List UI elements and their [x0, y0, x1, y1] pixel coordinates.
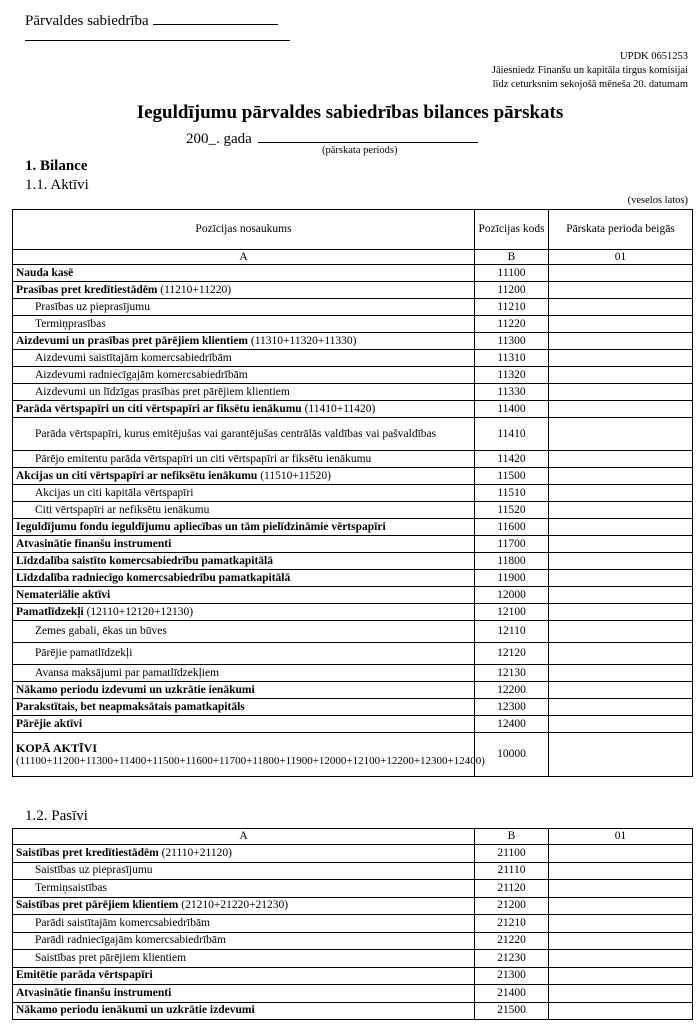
- row-label: [13, 845, 475, 863]
- row-label: [13, 299, 475, 316]
- row-code: 11700: [475, 536, 549, 553]
- value-cell[interactable]: [549, 350, 693, 367]
- form-code: UPDK 0651253: [620, 51, 688, 62]
- value-cell[interactable]: [549, 519, 693, 536]
- row-label-text: Prasības pret kredītiestādēm: [16, 283, 158, 296]
- row-label-text: Aizdevumi saistītajām komercsabiedrībām: [35, 351, 232, 364]
- table-row: [13, 468, 693, 485]
- value-cell[interactable]: [549, 880, 693, 898]
- row-code: 21220: [475, 932, 549, 950]
- value-cell[interactable]: [549, 621, 693, 643]
- value-cell[interactable]: [549, 367, 693, 384]
- total-label-cell: [13, 733, 485, 777]
- table-row: [13, 265, 693, 282]
- row-code: 21200: [475, 897, 549, 915]
- row-label: [13, 950, 475, 968]
- col-name-header: Pozīcijas nosaukums: [13, 210, 475, 250]
- total-label: KOPĀ AKTĪVI: [16, 740, 98, 755]
- row-label-text: Nākamo periodu izdevumi un uzkrātie ienākumi: [16, 683, 255, 696]
- row-code: 21400: [475, 985, 549, 1003]
- form-code-block: [492, 50, 688, 92]
- value-cell[interactable]: [549, 915, 693, 933]
- row-label: [13, 468, 475, 485]
- table-row: [13, 350, 693, 367]
- row-label: [13, 880, 475, 898]
- row-code: 11900: [475, 570, 549, 587]
- table-row: [13, 862, 693, 880]
- row-label-text: Pārējie aktīvi: [16, 717, 83, 730]
- row-label: [13, 587, 475, 604]
- units-note: (veselos latos): [627, 195, 688, 206]
- row-code: 21120: [475, 880, 549, 898]
- value-cell[interactable]: [549, 282, 693, 299]
- assets-header-row: [13, 210, 693, 250]
- value-cell[interactable]: [549, 384, 693, 401]
- row-label-text: Pārējo emitentu parāda vērtspapīri un citi vērtspapīri ar fiksētu ienākumu: [35, 452, 372, 465]
- value-cell[interactable]: [549, 845, 693, 863]
- total-code: 10000: [475, 733, 549, 777]
- row-formula: (11210+11220): [157, 283, 232, 296]
- value-cell[interactable]: [549, 665, 693, 682]
- row-code: 11100: [475, 265, 549, 282]
- assets-subheader-row: [13, 250, 693, 265]
- sub-01: 01: [549, 250, 693, 265]
- value-cell[interactable]: [549, 932, 693, 950]
- value-cell[interactable]: [549, 699, 693, 716]
- value-cell[interactable]: [549, 985, 693, 1003]
- page-title: Ieguldījumu pārvaldes sabiedrības bilances pārskats: [136, 102, 564, 123]
- value-cell[interactable]: [549, 716, 693, 733]
- table-row: [13, 570, 693, 587]
- sub-a: A: [13, 250, 475, 265]
- sub-b: B: [475, 829, 549, 845]
- row-label-text: Nauda kasē: [16, 266, 74, 279]
- table-row: [13, 299, 693, 316]
- row-code: 21110: [475, 862, 549, 880]
- row-label-text: Aizdevumi un līdzīgas prasības pret pārējiem klientiem: [35, 385, 290, 398]
- row-code: 11300: [475, 333, 549, 350]
- table-row: [13, 333, 693, 350]
- value-cell[interactable]: [549, 553, 693, 570]
- value-cell[interactable]: [549, 967, 693, 985]
- row-label: [13, 621, 475, 643]
- table-row: [13, 485, 693, 502]
- row-label-text: Emitētie parāda vērtspapīri: [16, 969, 153, 982]
- row-label: [13, 1002, 475, 1020]
- table-row: [13, 682, 693, 699]
- row-label: [13, 932, 475, 950]
- value-cell[interactable]: [549, 604, 693, 621]
- row-label-text: Termiņsaistības: [35, 881, 108, 894]
- table-row: [13, 451, 693, 468]
- row-code: 11520: [475, 502, 549, 519]
- table-row: [13, 985, 693, 1003]
- row-label-text: Pārējie pamatlīdzekļi: [35, 647, 133, 659]
- value-cell[interactable]: [549, 536, 693, 553]
- row-code: 11600: [475, 519, 549, 536]
- value-cell[interactable]: [549, 401, 693, 418]
- row-code: 12000: [475, 587, 549, 604]
- row-formula: (11510+11520): [257, 469, 331, 482]
- row-label: [13, 553, 475, 570]
- liab-subheader-row: [13, 829, 693, 845]
- row-formula: (11310+11320+11330): [248, 334, 357, 347]
- company-label-text: Pārvaldes sabiedrība: [25, 13, 149, 29]
- row-label-text: Prasības uz pieprasījumu: [35, 300, 150, 313]
- row-label: [13, 862, 475, 880]
- value-cell[interactable]: [549, 451, 693, 468]
- value-cell[interactable]: [549, 1002, 693, 1020]
- row-label-text: Saistības pret pārējiem klientiem: [35, 951, 187, 964]
- row-code: 11210: [475, 299, 549, 316]
- table-row: [13, 665, 693, 682]
- row-label-text: Atvasinātie finanšu instrumenti: [16, 537, 172, 550]
- table-row: [13, 282, 693, 299]
- row-label-text: Termiņprasības: [35, 317, 106, 330]
- row-label-text: Parādi radniecīgajām komercsabiedrībām: [35, 934, 226, 947]
- row-label-text: Nākamo periodu ienākumi un uzkrātie izdevumi: [16, 1004, 255, 1017]
- row-label: [13, 350, 475, 367]
- total-formula: (11100+11200+11300+11400+11500+11600+11700+11800+11900+12000+12100+12200+12300+12400): [16, 754, 485, 767]
- row-label-text: Pamatlīdzekļi: [16, 605, 84, 618]
- assets-table: [12, 209, 693, 777]
- row-label-text: Saistības pret pārējiem klientiem: [16, 899, 179, 912]
- row-label: [13, 316, 475, 333]
- row-label-text: Avansa maksājumi par pamatlīdzekļiem: [35, 666, 220, 679]
- row-label: [13, 536, 475, 553]
- value-cell[interactable]: [549, 950, 693, 968]
- row-label-text: Atvasinātie finanšu instrumenti: [16, 986, 172, 999]
- table-row: [13, 367, 693, 384]
- row-label: [13, 643, 475, 665]
- row-code: 11200: [475, 282, 549, 299]
- section-heading-1-1: 1.1. Aktīvi: [25, 177, 89, 193]
- table-row: [13, 553, 693, 570]
- value-cell[interactable]: [549, 643, 693, 665]
- row-code: 12300: [475, 699, 549, 716]
- table-row: [13, 502, 693, 519]
- row-code: 11510: [475, 485, 549, 502]
- row-label: [13, 333, 475, 350]
- row-label-text: Parāda vērtspapīri, kurus emitējušas vai garantējušas centrālās valdības vai pašvaldības: [35, 427, 437, 440]
- row-label-text: Akcijas un citi kapitāla vērtspapīri: [35, 486, 194, 499]
- value-cell[interactable]: [549, 897, 693, 915]
- table-row: [13, 845, 693, 863]
- row-label: [13, 716, 475, 733]
- row-label: [13, 367, 475, 384]
- value-cell[interactable]: [549, 570, 693, 587]
- table-row: [13, 880, 693, 898]
- row-label: [13, 401, 475, 418]
- row-code: 11410: [475, 418, 549, 451]
- row-label-text: Zemes gabali, ēkas un būves: [35, 625, 167, 637]
- table-row: [13, 316, 693, 333]
- sub-b: B: [475, 250, 549, 265]
- row-label: [13, 519, 475, 536]
- company-label: [25, 10, 278, 30]
- table-row: [13, 401, 693, 418]
- row-label-text: Saistības uz pieprasījumu: [35, 864, 153, 877]
- year-label: 200_. gada: [186, 131, 252, 147]
- row-label-text: Saistības pret kredītiestādēm: [16, 846, 159, 859]
- row-label: [13, 699, 475, 716]
- value-cell[interactable]: [549, 418, 693, 451]
- total-assets-row: [13, 733, 693, 777]
- section-heading-1-2: 1.2. Pasīvi: [25, 808, 88, 824]
- table-row: [13, 604, 693, 621]
- row-label-text: Līdzdalība saistīto komercsabiedrību pamatkapitālā: [16, 554, 273, 567]
- period-field[interactable]: [258, 128, 478, 143]
- row-code: 11320: [475, 367, 549, 384]
- col-code-header: Pozīcijas kods: [475, 210, 549, 250]
- row-code: 11330: [475, 384, 549, 401]
- row-label: [13, 665, 475, 682]
- row-label: [13, 985, 475, 1003]
- row-label: [13, 604, 475, 621]
- row-code: 11800: [475, 553, 549, 570]
- row-label-text: Parādi saistītajām komercsabiedrībām: [35, 916, 210, 929]
- row-formula: (12110+12120+12130): [83, 605, 194, 618]
- row-label: [13, 502, 475, 519]
- row-code: 12120: [475, 643, 549, 665]
- table-row: [13, 384, 693, 401]
- row-label: [13, 384, 475, 401]
- col-end-header: Pārskata perioda beigās: [549, 210, 693, 250]
- sub-01: 01: [549, 829, 693, 845]
- row-code: 21230: [475, 950, 549, 968]
- submit-note-1: Jāiesniedz Finanšu un kapitāla tirgus komisijai: [491, 65, 688, 76]
- row-label-text: Parakstītais, bet neapmaksātais pamatkapitāls: [16, 700, 245, 713]
- value-cell[interactable]: [549, 862, 693, 880]
- row-code: 12130: [475, 665, 549, 682]
- value-cell[interactable]: [549, 316, 693, 333]
- table-row: [13, 1002, 693, 1020]
- row-label-text: Nemateriālie aktīvi: [16, 588, 111, 601]
- row-formula: (21210+21220+21230): [178, 899, 289, 912]
- row-label: [13, 682, 475, 699]
- table-row: [13, 897, 693, 915]
- row-code: 21210: [475, 915, 549, 933]
- row-label-text: Līdzdalība radniecīgo komercsabiedrību pamatkapitālā: [16, 571, 291, 584]
- row-formula: (21110+21120): [158, 846, 232, 859]
- table-row: [13, 418, 693, 451]
- table-row: [13, 932, 693, 950]
- table-row: [13, 950, 693, 968]
- table-row: [13, 621, 693, 643]
- row-code: 21100: [475, 845, 549, 863]
- row-label: [13, 265, 475, 282]
- row-code: 11500: [475, 468, 549, 485]
- row-code: 11220: [475, 316, 549, 333]
- liabilities-table: [12, 828, 693, 1020]
- submit-note-2: līdz ceturksnim sekojošā mēneša 20. datumam: [492, 79, 688, 90]
- value-cell[interactable]: [549, 333, 693, 350]
- row-label: [13, 418, 475, 451]
- row-label-text: Ieguldījumu fondu ieguldījumu apliecības un tām pielīdzināmie vērtspapīri: [16, 520, 386, 533]
- table-row: [13, 643, 693, 665]
- table-row: [13, 915, 693, 933]
- value-cell[interactable]: [549, 468, 693, 485]
- company-name-field-line2[interactable]: [25, 40, 290, 41]
- row-code: 12100: [475, 604, 549, 621]
- value-cell[interactable]: [549, 587, 693, 604]
- period-note: (pārskata periods): [322, 145, 398, 156]
- row-label-text: Aizdevumi un prasības pret pārējiem klientiem: [16, 334, 249, 347]
- total-value-cell[interactable]: [549, 733, 693, 777]
- row-code: 21500: [475, 1002, 549, 1020]
- row-label: [13, 570, 475, 587]
- row-code: 12200: [475, 682, 549, 699]
- row-code: 12110: [475, 621, 549, 643]
- row-label: [13, 967, 475, 985]
- value-cell[interactable]: [549, 265, 693, 282]
- row-label: [13, 451, 475, 468]
- value-cell[interactable]: [549, 682, 693, 699]
- sub-a: A: [13, 829, 475, 845]
- value-cell[interactable]: [549, 502, 693, 519]
- value-cell[interactable]: [549, 299, 693, 316]
- row-label-text: Akcijas un citi vērtspapīri ar nefiksētu ienākumu: [16, 469, 258, 482]
- table-row: [13, 519, 693, 536]
- table-row: [13, 967, 693, 985]
- row-label: [13, 915, 475, 933]
- company-name-field[interactable]: [153, 10, 278, 25]
- section-heading-1: 1. Bilance: [25, 158, 88, 174]
- table-row: [13, 536, 693, 553]
- row-formula: (11410+11420): [301, 402, 376, 415]
- value-cell[interactable]: [549, 485, 693, 502]
- row-code: 11310: [475, 350, 549, 367]
- table-row: [13, 716, 693, 733]
- row-label-text: Parāda vērtspapīri un citi vērtspapīri ar fiksētu ienākumu: [16, 402, 302, 415]
- row-code: 11400: [475, 401, 549, 418]
- row-code: 12400: [475, 716, 549, 733]
- row-label: [13, 282, 475, 299]
- row-label: [13, 485, 475, 502]
- row-label-text: Citi vērtspapīri ar nefiksētu ienākumu: [35, 503, 210, 516]
- row-code: 21300: [475, 967, 549, 985]
- row-code: 11420: [475, 451, 549, 468]
- row-label: [13, 897, 475, 915]
- row-label-text: Aizdevumi radniecīgajām komercsabiedrībām: [35, 368, 248, 381]
- table-row: [13, 699, 693, 716]
- table-row: [13, 587, 693, 604]
